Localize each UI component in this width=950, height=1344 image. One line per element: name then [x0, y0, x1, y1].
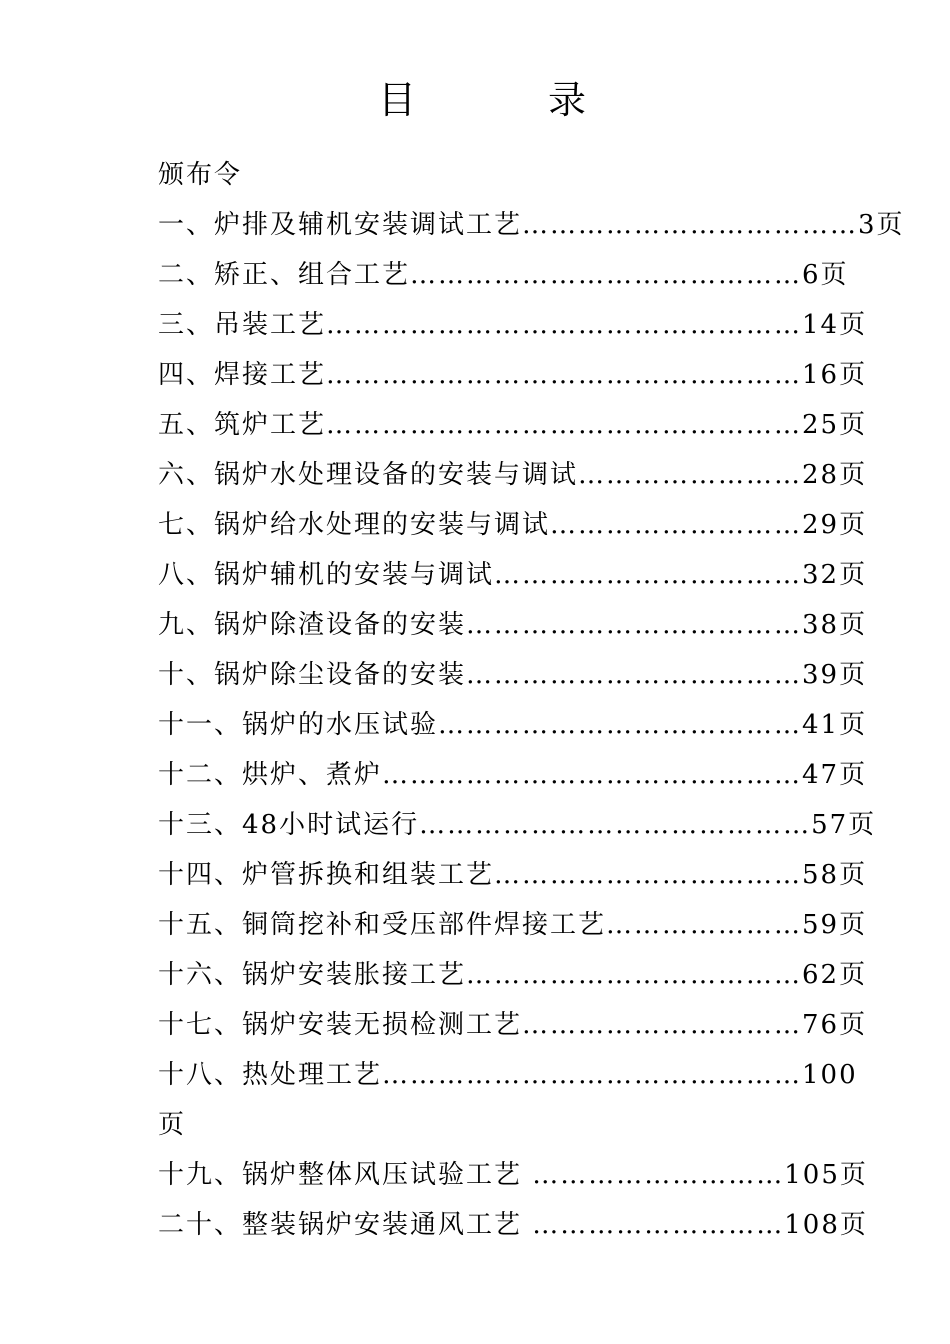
- toc-entry-proclamation: 颁布令: [158, 160, 243, 190]
- toc-entry-3: 三、吊装工艺……………………………………………14页: [158, 310, 868, 340]
- toc-entry-8: 八、锅炉辅机的安装与调试……………………………32页: [158, 560, 868, 590]
- toc-entry-2: 二、矫正、组合工艺……………………………………6页: [158, 260, 849, 290]
- toc-entry-6: 六、锅炉水处理设备的安装与调试……………………28页: [158, 460, 868, 490]
- toc-entry-16: 十六、锅炉安装胀接工艺………………………………62页: [158, 960, 868, 990]
- toc-entry-9: 九、锅炉除渣设备的安装………………………………38页: [158, 610, 868, 640]
- toc-entry-20: 二十、整装锅炉安装通风工艺 ………………………108页: [158, 1210, 868, 1240]
- toc-entry-14: 十四、炉管拆换和组装工艺……………………………58页: [158, 860, 868, 890]
- toc-entry-11: 十一、锅炉的水压试验…………………………………41页: [158, 710, 868, 740]
- page-title: 目 录: [377, 78, 647, 122]
- toc-entry-1: 一、炉排及辅机安装调试工艺………………………………3页: [158, 210, 905, 240]
- toc-entry-17: 十七、锅炉安装无损检测工艺…………………………76页: [158, 1010, 868, 1040]
- toc-entry-18-continued: 页: [158, 1110, 187, 1140]
- toc-entry-13: 十三、48小时试运行……………………………………57页: [158, 810, 877, 840]
- table-of-contents: [158, 150, 905, 1250]
- toc-entry-4: 四、焊接工艺……………………………………………16页: [158, 360, 868, 390]
- toc-entry-15: 十五、铜筒挖补和受压部件焊接工艺…………………59页: [158, 910, 868, 940]
- toc-entry-5: 五、筑炉工艺……………………………………………25页: [158, 410, 868, 440]
- toc-entry-7: 七、锅炉给水处理的安装与调试………………………29页: [158, 510, 868, 540]
- toc-entry-10: 十、锅炉除尘设备的安装………………………………39页: [158, 660, 868, 690]
- toc-entry-18: 十八、热处理工艺………………………………………100: [158, 1060, 858, 1090]
- toc-entry-19: 十九、锅炉整体风压试验工艺 ………………………105页: [158, 1160, 868, 1190]
- toc-entry-12: 十二、烘炉、煮炉………………………………………47页: [158, 760, 868, 790]
